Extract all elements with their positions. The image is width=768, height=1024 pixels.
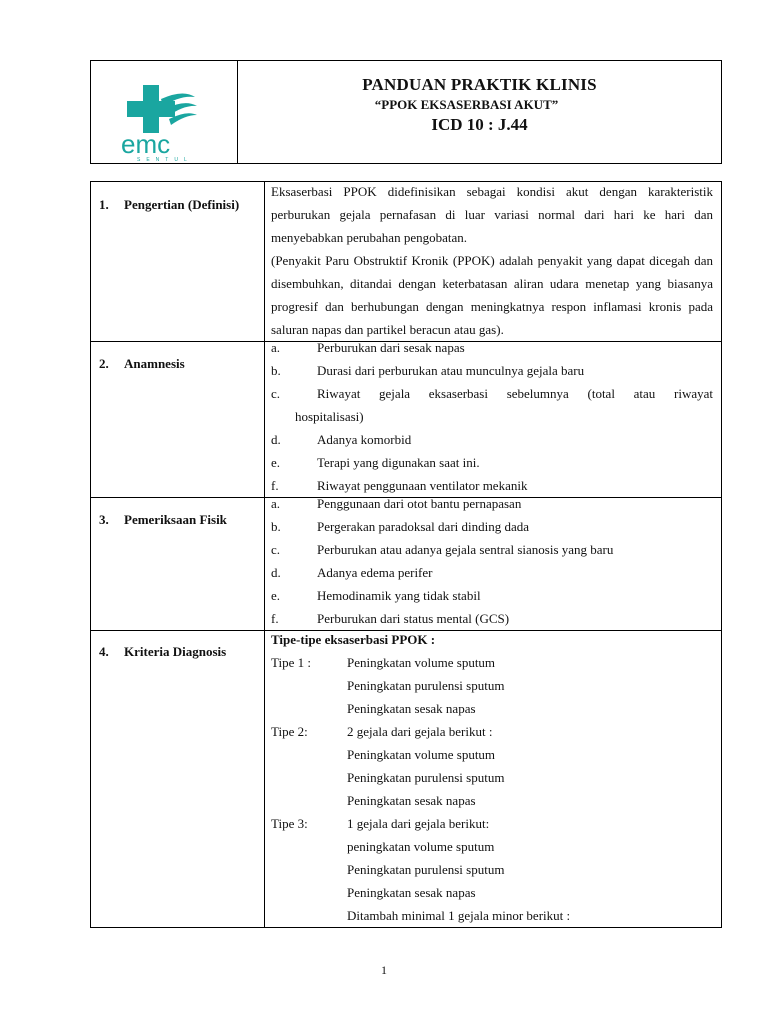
criteria-title: Tipe-tipe eksaserbasi PPOK : xyxy=(271,632,436,647)
section-label-cell xyxy=(91,498,265,631)
section-number: 4. xyxy=(99,644,109,659)
section-label-cell xyxy=(91,631,265,928)
list-item: e. Hemodinamik yang tidak stabil xyxy=(271,588,481,603)
section-label-cell xyxy=(91,342,265,498)
list-item: a. Perburukan dari sesak napas xyxy=(271,340,465,355)
criteria-row: Tipe 3: 1 gejala dari gejala berikut: xyxy=(271,816,490,831)
criteria-row: Ditambah minimal 1 gejala minor berikut : xyxy=(347,908,571,923)
criteria-row: Peningkatan volume sputum xyxy=(347,747,496,762)
emc-logo-icon xyxy=(119,81,215,161)
section-body-cell xyxy=(265,498,722,631)
criteria-row: Peningkatan purulensi sputum xyxy=(347,862,505,877)
section-body-cell xyxy=(265,631,722,928)
list-item: c. Perburukan atau adanya gejala sentral sianosis yang baru xyxy=(271,542,614,557)
list-item: c. Riwayat gejala eksaserbasi sebelumnya (total atau riwayat xyxy=(271,386,713,401)
logo-cell xyxy=(91,61,238,163)
section-number: 1. xyxy=(99,197,109,212)
list-item: b. Pergerakan paradoksal dari dinding dada xyxy=(271,519,530,534)
criteria-row: Tipe 2: 2 gejala dari gejala berikut : xyxy=(271,724,493,739)
section-title: Kriteria Diagnosis xyxy=(124,644,227,659)
list-item: d. Adanya komorbid xyxy=(271,432,412,447)
criteria-row: Peningkatan sesak napas xyxy=(347,701,476,716)
icd-code: ICD 10 : J.44 xyxy=(431,115,528,134)
section-title: Pengertian (Definisi) xyxy=(124,197,240,212)
criteria-row: Tipe 1 : Peningkatan volume sputum xyxy=(271,655,496,670)
criteria-row: Peningkatan sesak napas xyxy=(347,793,476,808)
criteria-row: Peningkatan purulensi sputum xyxy=(347,678,505,693)
document-title: PANDUAN PRAKTIK KLINIS xyxy=(362,75,597,94)
list-item: e. Terapi yang digunakan saat ini. xyxy=(271,455,480,470)
list-item: d. Adanya edema perifer xyxy=(271,565,433,580)
document-header xyxy=(90,60,722,164)
criteria-row: Peningkatan purulensi sputum xyxy=(347,770,505,785)
document-subtitle: “PPOK EKSASERBASI AKUT” xyxy=(374,97,559,112)
criteria-row: peningkatan volume sputum xyxy=(347,839,495,854)
page-number: 1 xyxy=(381,963,387,977)
section-row-definisi xyxy=(91,182,722,342)
content-table xyxy=(90,181,722,928)
list-item: f. Perburukan dari status mental (GCS) xyxy=(271,611,510,626)
section-row-kriteria-diagnosis xyxy=(91,631,722,928)
section-title: Pemeriksaan Fisik xyxy=(124,512,227,527)
section-title: Anamnesis xyxy=(124,356,185,371)
criteria-row: Peningkatan sesak napas xyxy=(347,885,476,900)
section-body-cell xyxy=(265,342,722,498)
section-number: 3. xyxy=(99,512,109,527)
section-body-cell xyxy=(265,182,722,342)
definition-paragraph: (Penyakit Paru Obstruktif Kronik (PPOK) adalah penyakit yang dapat dicegah dan disembuhkan, ditandai dengan keterbatasan aliran udara menetap yang biasanya progresif dan berhubungan dengan meningkatnya respon inflamasi kronis pada saluran napas dan partikel beracun atau gas). xyxy=(271,253,713,337)
section-number: 2. xyxy=(99,356,109,371)
logo-subtext: SENTUL xyxy=(137,157,193,161)
section-row-pemeriksaan-fisik xyxy=(91,498,722,631)
list-item: b. Durasi dari perburukan atau munculnya gejala baru xyxy=(271,363,585,378)
section-label-cell xyxy=(91,182,265,342)
section-row-anamnesis xyxy=(91,342,722,498)
logo-text: emc xyxy=(121,129,171,159)
title-cell xyxy=(238,61,721,163)
list-item-continuation: hospitalisasi) xyxy=(295,409,364,424)
list-item: f. Riwayat penggunaan ventilator mekanik xyxy=(271,478,528,493)
list-item: a. Penggunaan dari otot bantu pernapasan xyxy=(271,496,522,511)
definition-paragraph: Eksaserbasi PPOK didefinisikan sebagai kondisi akut dengan karakteristik perburukan gejala pernafasan di luar variasi normal dari hari ke hari dan menyebabkan perubahan pengobatan. xyxy=(271,184,713,245)
